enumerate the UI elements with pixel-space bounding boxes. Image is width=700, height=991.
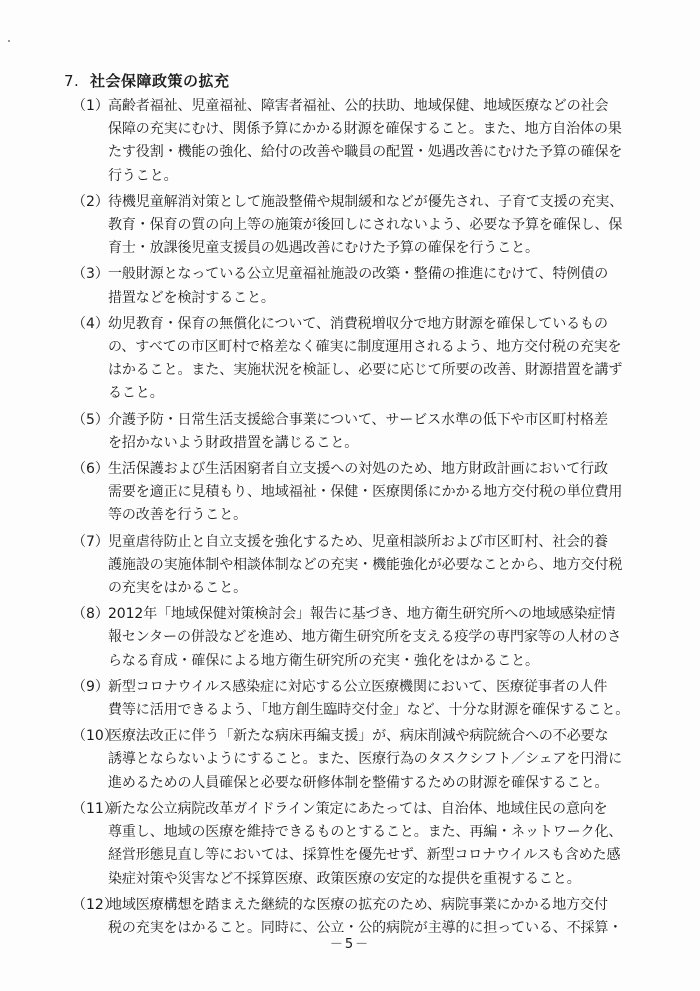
section-heading	[64, 70, 230, 91]
list-item	[72, 191, 652, 261]
section-number: 7.	[64, 72, 80, 90]
item-text-line: 行うこと。	[108, 167, 178, 184]
item-text-line: 幼児教育・保育の無償化について、消費税増収分で地方財源を確保しているもの	[108, 315, 608, 332]
list-item	[72, 409, 652, 455]
item-text-line: 等の改善を行うこと。	[108, 507, 247, 524]
item-text-line: 教育・保育の質の向上等の施策が後回しにされないよう、必要な予算を確保し、保	[108, 217, 623, 234]
item-text-line: 染症対策や災害など不採算医療、政策医療の安定的な提供を重視すること。	[108, 870, 581, 887]
list-item	[72, 676, 652, 722]
list-item	[72, 798, 652, 891]
item-number: （11）	[72, 800, 118, 817]
list-item	[72, 603, 652, 673]
item-number: （4）	[72, 315, 109, 332]
page-number: －5－	[329, 937, 371, 952]
item-text-line: 護施設の実施体制や相談体制などの充実・機能強化が必要なことから、地方交付税	[108, 556, 623, 573]
item-text-line: 一般財源となっている公立児童福祉施設の改築・整備の推進にむけて、特例債の	[108, 266, 609, 283]
item-number: （5）	[72, 411, 109, 428]
item-number: （2）	[72, 193, 109, 210]
item-list	[72, 95, 652, 943]
item-text-line: たす役割・機能の強化、給付の改善や職員の配置・処遇改善にむけた予算の確保を	[108, 144, 623, 161]
item-text-line: を招かないよう財政措置を講じること。	[108, 434, 359, 451]
item-number: （7）	[72, 533, 109, 550]
list-item	[72, 725, 652, 795]
item-number: （9）	[72, 678, 109, 695]
item-text-line: らなる育成・確保による地方衛生研究所の充実・強化をはかること。	[108, 652, 539, 669]
item-text-line: 経営形態見直し等においては、採算性を優先せず、新型コロナウイルスも含めた感	[108, 847, 621, 864]
item-text-line: 生活保護および生活困窮者自立支援への対処のため、地方財政計画において行政	[108, 461, 608, 478]
item-text-line: 待機児童解消対策として施設整備や規制緩和などが優先され、子育て支援の充実、	[108, 193, 624, 210]
list-item	[72, 313, 652, 406]
item-text-line: 新たな公立病院改革ガイドライン策定にあたっては、自治体、地域住民の意向を	[108, 800, 608, 817]
item-text-line: 2012年「地域保健対策検討会」報告に基づき、地方衛生研究所への地域感染症情	[108, 606, 616, 623]
section-title-text: 社会保障政策の拡充	[90, 72, 230, 90]
item-text-line: 保障の充実にむけ、関係予算にかかる財源を確保すること。また、地方自治体の果	[108, 121, 622, 138]
list-item	[72, 458, 652, 528]
item-text-line: 措置などを検討すること。	[108, 289, 275, 306]
list-item	[72, 95, 652, 188]
scan-speck	[8, 40, 10, 42]
item-text-line: 誘導とならないようにすること。また、医療行為のタスクシフト／シェアを円滑に	[108, 751, 623, 768]
item-text-line: 高齢者福祉、児童福祉、障害者福祉、公的扶助、地域保健、地域医療などの社会	[108, 98, 609, 114]
item-text-line: 進めるための人員確保と必要な研修体制を整備するための財源を確保すること。	[108, 774, 609, 791]
item-text-line: 育士・放課後児童支援員の処遇改善にむけた予算の確保を行うこと。	[108, 240, 539, 257]
item-number: （10）	[72, 728, 118, 745]
item-text-line: 介護予防・日常生活支援総合事業について、サービス水準の低下や市区町村格差	[108, 411, 608, 428]
item-text-line: ること。	[108, 385, 164, 402]
item-text-line: 税の充実をはかること。同時に、公立・公的病院が主導的に担っている、不採算・	[108, 919, 623, 936]
item-text-line: 報センターの併設などを進め、地方衛生研究所を支える疫学の専門家等の人材のさ	[108, 629, 622, 646]
item-number: （3）	[72, 266, 109, 283]
item-text-line: 費等に活用できるよう、「地方創生臨時交付金」など、十分な財源を確保すること。	[108, 702, 630, 719]
item-text-line: はかること。また、実施状況を検証し、必要に応じて所要の改善、財源措置を講ず	[108, 362, 623, 379]
item-text-line: の充実をはかること。	[108, 580, 247, 597]
item-text-line: 尊重し、地域の医療を維持できるものとすること。また、再編・ネットワーク化、	[108, 824, 623, 841]
item-number: （6）	[72, 461, 109, 478]
item-text-line: の、すべての市区町村で格差なく確実に制度運用されるよう、地方交付税の充実を	[108, 339, 622, 356]
item-text-line: 新型コロナウイルス感染症に対応する公立医療機関において、医療従事者の人件	[108, 678, 608, 695]
item-text-line: 地域医療構想を踏まえた継続的な医療の拡充のため、病院事業にかかる地方交付	[108, 896, 608, 913]
item-number: （1）	[72, 98, 109, 114]
item-text-line: 医療法改正に伴う「新たな病床再編支援」が、病床削減や病院統合への不必要な	[108, 728, 609, 745]
item-number: （12）	[72, 896, 118, 913]
list-item	[72, 263, 652, 309]
item-number: （8）	[72, 606, 109, 623]
item-text-line: 需要を適正に見積もり、地域福祉・保健・医療関係にかかる地方交付税の単位費用	[108, 484, 623, 501]
list-item	[72, 531, 652, 601]
item-text-line: 児童虐待防止と自立支援を強化するため、児童相談所および市区町村、社会的養	[108, 533, 608, 550]
